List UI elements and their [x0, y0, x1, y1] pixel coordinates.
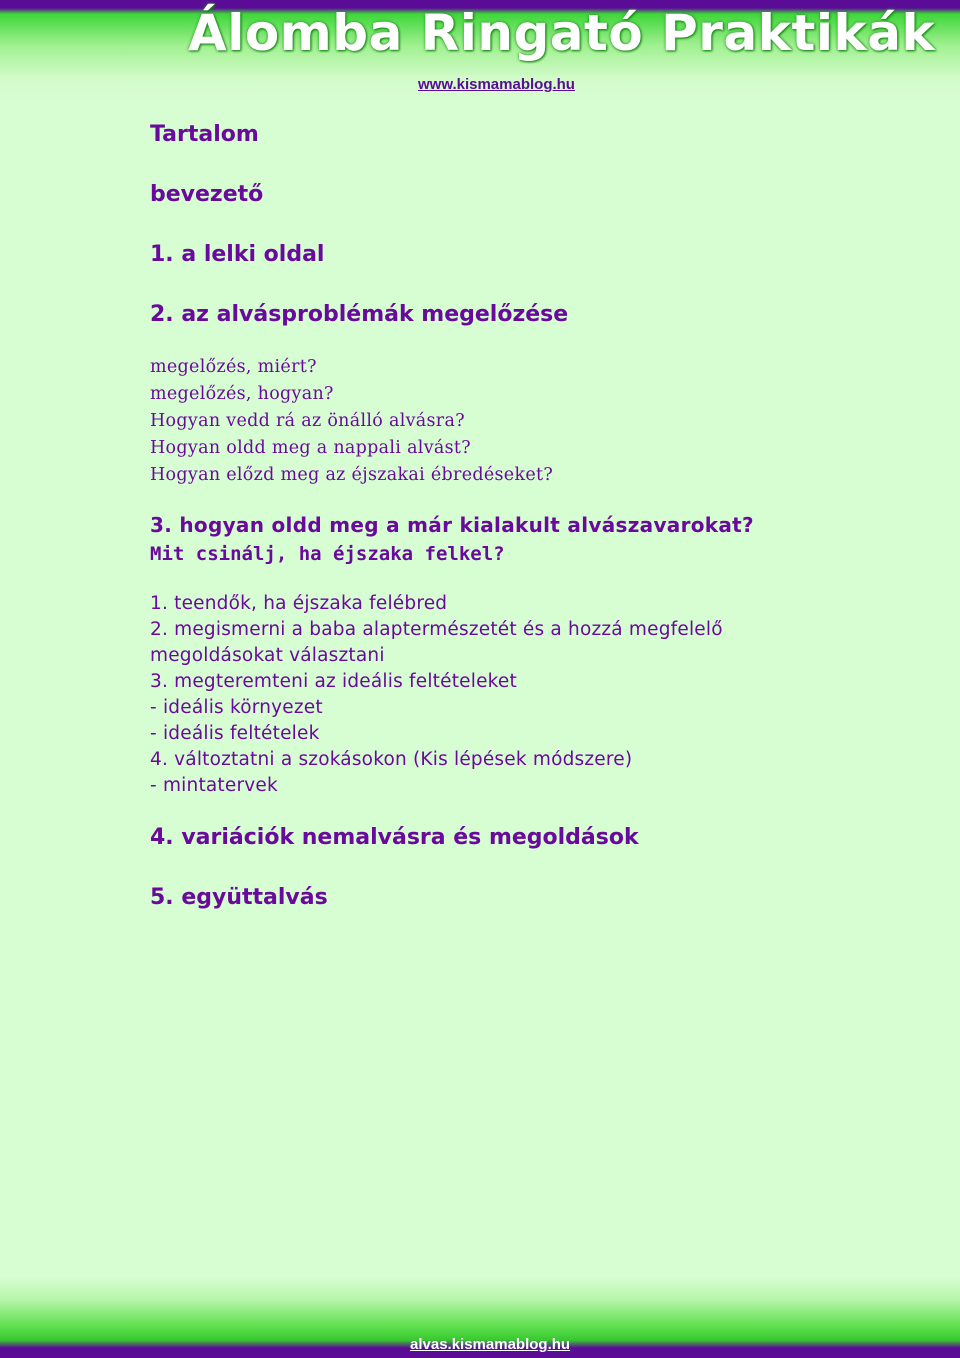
list-item[interactable]: - mintatervek — [150, 775, 278, 796]
list-item[interactable]: - ideális feltételek — [150, 723, 320, 744]
toc-section-1[interactable]: 1. a lelki oldal — [150, 242, 325, 267]
section-2-list — [150, 354, 910, 489]
brand-title: Álomba Ringató Praktikák — [188, 4, 936, 62]
toc-title: Tartalom — [150, 122, 259, 147]
list-item[interactable]: 2. megismerni a baba alaptermészetét és a hozzá megfelelő — [150, 619, 723, 640]
list-item[interactable]: megelőzés, miért? — [150, 357, 317, 377]
list-item[interactable]: Hogyan oldd meg a nappali alvást? — [150, 438, 471, 458]
list-item[interactable]: 4. változtatni a szokásokon (Kis lépések módszere) — [150, 749, 633, 770]
table-of-contents — [150, 118, 910, 915]
list-item[interactable]: Hogyan előzd meg az éjszakai ébredéseket? — [150, 465, 554, 485]
list-item[interactable]: - ideális környezet — [150, 697, 323, 718]
toc-section-3-sub[interactable]: Mit csinálj, ha éjszaka felkel? — [150, 543, 505, 565]
list-item[interactable]: 3. megteremteni az ideális feltételeket — [150, 671, 517, 692]
toc-section-4[interactable]: 4. variációk nemalvásra és megoldások — [150, 825, 639, 850]
list-item[interactable]: 1. teendők, ha éjszaka felébred — [150, 593, 448, 614]
toc-section-3[interactable]: 3. hogyan oldd meg a már kialakult alvászavarokat? — [150, 513, 754, 537]
toc-section-5[interactable]: 5. együttalvás — [150, 885, 328, 910]
list-item[interactable]: megoldásokat választani — [150, 645, 385, 666]
toc-intro[interactable]: bevezető — [150, 182, 264, 207]
header-banner — [0, 0, 960, 100]
brand-url-link[interactable]: www.kismamablog.hu — [418, 76, 575, 93]
list-item[interactable]: megelőzés, hogyan? — [150, 384, 334, 404]
list-item[interactable]: Hogyan vedd rá az önálló alvásra? — [150, 411, 465, 431]
footer-url-link[interactable]: alvas.kismamablog.hu — [410, 1336, 571, 1353]
toc-section-2[interactable]: 2. az alvásproblémák megelőzése — [150, 302, 569, 327]
section-3-list — [150, 591, 910, 799]
